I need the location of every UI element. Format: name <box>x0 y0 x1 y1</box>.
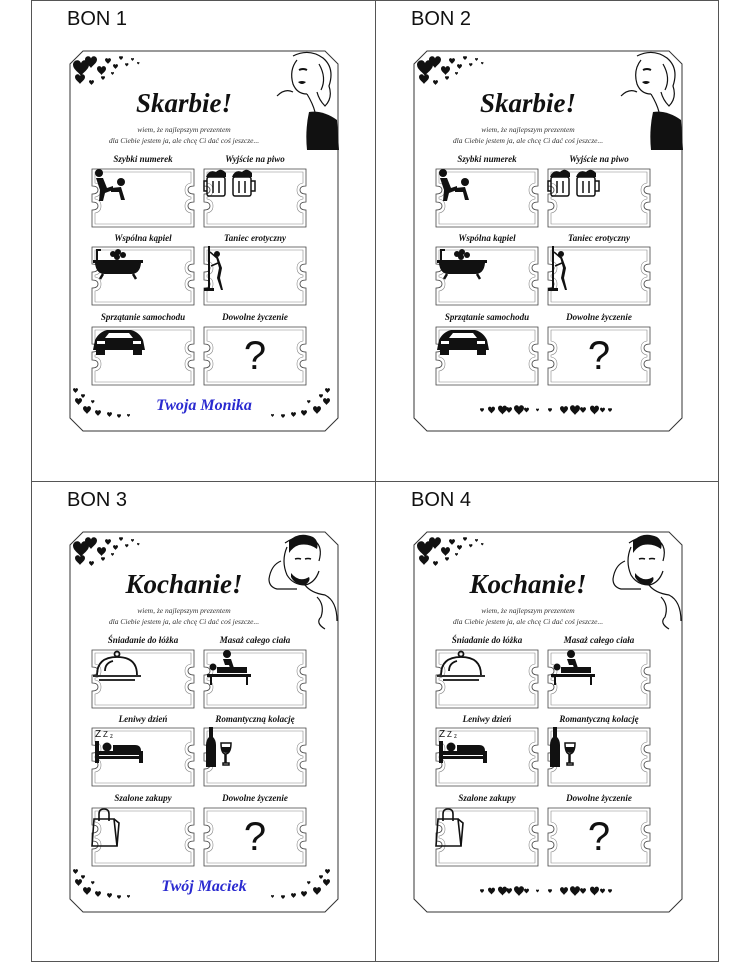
ticket-label: Masaż całego ciała <box>563 635 635 645</box>
voucher-card <box>69 531 339 913</box>
hearts-row-icon <box>478 402 618 423</box>
ticket <box>203 807 307 867</box>
ticket-label: Masaż całego ciała <box>219 635 291 645</box>
bon-label: BON 3 <box>67 489 128 511</box>
ticket-label: Wyjście na piwo <box>225 154 285 164</box>
ticket-label: Wyjście na piwo <box>569 154 629 164</box>
voucher-subtitle-line1: wiem, że najlepszym prezentem <box>481 125 575 134</box>
ticket <box>203 727 307 787</box>
ticket-label: Leniwy dzień <box>118 714 168 724</box>
question-mark-icon: ? <box>243 333 267 378</box>
voucher-subtitle-line2: dla Ciebie jestem ja, ale chcę Ci dać coś jeszcze... <box>108 136 260 145</box>
bon-label: BON 4 <box>411 489 472 511</box>
ticket <box>547 168 651 228</box>
voucher-subtitle-line1: wiem, że najlepszym prezentem <box>481 606 575 615</box>
ticket <box>91 649 195 709</box>
ticket <box>435 246 539 306</box>
signature: Twoja Monika <box>156 397 252 414</box>
svg-text:z: z <box>110 734 113 740</box>
ticket-label: Szalone zakupy <box>114 793 172 803</box>
ticket-label: Dowolne życzenie <box>566 793 632 803</box>
voucher-title: Kochanie! <box>469 569 587 599</box>
ticket-label: Dowolne życzenie <box>222 312 288 322</box>
ticket <box>203 649 307 709</box>
ticket-label: Szybki numerek <box>457 154 517 164</box>
ticket <box>91 168 195 228</box>
ticket-label: Sprzątanie samochodu <box>444 312 530 322</box>
question-mark-icon: ? <box>243 814 267 859</box>
voucher-card <box>413 50 683 432</box>
svg-text:z: z <box>454 734 457 740</box>
svg-text:Z: Z <box>103 730 108 739</box>
ticket <box>203 168 307 228</box>
svg-text:Z: Z <box>95 729 102 740</box>
ticket <box>203 246 307 306</box>
ticket <box>435 168 539 228</box>
voucher-cell-1 <box>31 0 374 481</box>
ticket <box>435 649 539 709</box>
voucher-title: Kochanie! <box>125 569 243 599</box>
ticket-label: Śniadanie do łóżka <box>451 635 523 645</box>
ticket-label: Taniec erotyczny <box>224 233 286 243</box>
question-mark-icon: ? <box>587 333 611 378</box>
voucher-subtitle-line2: dla Ciebie jestem ja, ale chcę Ci dać coś jeszcze... <box>452 136 604 145</box>
question-mark-icon: ? <box>587 814 611 859</box>
hearts-row-icon <box>478 883 618 904</box>
ticket <box>203 326 307 386</box>
signature: Twój Maciek <box>161 878 247 895</box>
ticket <box>435 326 539 386</box>
voucher-card <box>69 50 339 432</box>
voucher-cell-4 <box>375 481 718 962</box>
bon-label: BON 1 <box>67 8 128 30</box>
ticket <box>435 727 539 787</box>
voucher-subtitle-line2: dla Ciebie jestem ja, ale chcę Ci dać coś jeszcze... <box>108 617 260 626</box>
ticket <box>547 326 651 386</box>
ticket-label: Romantyczną kolację <box>215 714 295 724</box>
ticket <box>547 649 651 709</box>
ticket-label: Wspólna kąpiel <box>114 233 172 243</box>
voucher-title: Skarbie! <box>479 88 577 118</box>
voucher-cell-2 <box>375 0 718 481</box>
ticket <box>91 807 195 867</box>
svg-text:Z: Z <box>447 730 452 739</box>
ticket-label: Sprzątanie samochodu <box>100 312 186 322</box>
ticket <box>547 807 651 867</box>
ticket-label: Taniec erotyczny <box>568 233 630 243</box>
ticket-label: Wspólna kąpiel <box>458 233 516 243</box>
voucher-subtitle-line2: dla Ciebie jestem ja, ale chcę Ci dać coś jeszcze... <box>452 617 604 626</box>
voucher-subtitle-line1: wiem, że najlepszym prezentem <box>137 606 231 615</box>
ticket-label: Dowolne życzenie <box>222 793 288 803</box>
svg-text:Z: Z <box>439 729 446 740</box>
ticket-label: Śniadanie do łóżka <box>107 635 179 645</box>
voucher-title: Skarbie! <box>135 88 233 118</box>
ticket <box>435 807 539 867</box>
ticket-label: Romantyczną kolację <box>559 714 639 724</box>
voucher-cell-3 <box>31 481 374 962</box>
ticket-label: Leniwy dzień <box>462 714 512 724</box>
voucher-card <box>413 531 683 913</box>
voucher-subtitle-line1: wiem, że najlepszym prezentem <box>137 125 231 134</box>
ticket <box>91 326 195 386</box>
ticket <box>91 727 195 787</box>
ticket-label: Szybki numerek <box>113 154 173 164</box>
ticket-label: Szalone zakupy <box>458 793 516 803</box>
ticket-label: Dowolne życzenie <box>566 312 632 322</box>
bon-label: BON 2 <box>411 8 472 30</box>
ticket <box>547 727 651 787</box>
ticket <box>547 246 651 306</box>
ticket <box>91 246 195 306</box>
